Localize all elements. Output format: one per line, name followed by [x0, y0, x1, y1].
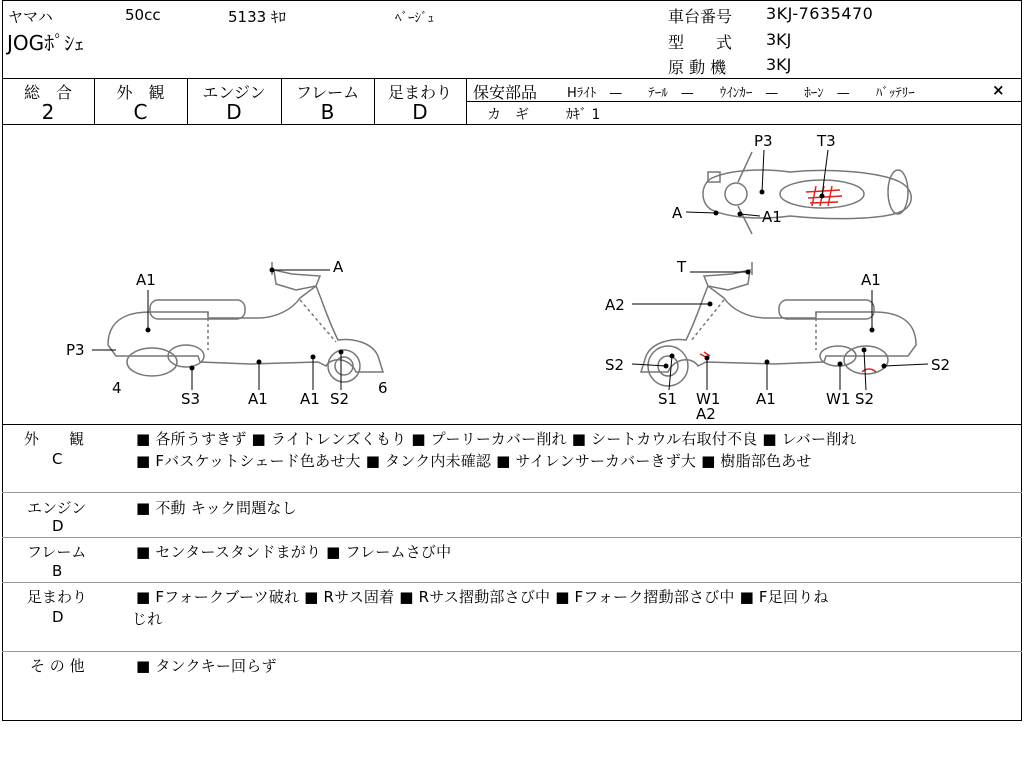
- engine-value: 3KJ: [766, 55, 792, 74]
- grade-label-exterior: 外 観: [116, 83, 165, 102]
- label-right-s1: S1: [658, 390, 678, 408]
- label-right-s2-right: S2: [931, 356, 951, 374]
- label-right-a2: A2: [605, 296, 625, 314]
- safety-label: 保安部品: [473, 83, 538, 102]
- remark-label-exterior: 外 観: [24, 430, 85, 448]
- label-left-s3: S3: [181, 390, 201, 408]
- label-right-w1b: W1: [826, 390, 851, 408]
- maker: ヤマハ: [8, 8, 53, 26]
- grade-value-overall: 2: [41, 100, 55, 124]
- label-top-p3: P3: [754, 132, 773, 150]
- label-top-a: A: [672, 204, 683, 222]
- label-left-s2: S2: [330, 390, 350, 408]
- label-left-a1-b2: A1: [300, 390, 320, 408]
- key-label: カ ギ: [487, 107, 529, 123]
- battery-mark: ×: [992, 81, 1005, 99]
- label-left-4: 4: [112, 379, 122, 397]
- grade-value-exterior: C: [133, 100, 148, 124]
- remark-line-suspension-2: じれ: [132, 610, 163, 628]
- grade-label-suspension: 足まわり: [387, 83, 452, 102]
- remark-line-suspension-1: ■ Fフォークブーツ破れ ■ Rサス固着 ■ Rサス摺動部さび中 ■ Fフォーク摺動部さび中 ■ F足回りね: [136, 588, 829, 606]
- label-top-t3: T3: [817, 132, 836, 150]
- label-left-p3: P3: [66, 341, 85, 359]
- label-right-w1: W1: [696, 390, 721, 408]
- scooter-top-view: [703, 152, 911, 234]
- color: ﾍﾞｰｼﾞｭ: [395, 11, 434, 26]
- label-left-a1-top: A1: [136, 271, 156, 289]
- remark-grade-exterior: C: [52, 450, 63, 468]
- grade-label-frame: フレーム: [295, 83, 360, 102]
- grade-label-engine: エンジン: [202, 83, 266, 102]
- grade-value-engine: D: [226, 100, 242, 124]
- label-right-t: T: [677, 258, 687, 276]
- label-right-s2-b: S2: [855, 390, 875, 408]
- remark-label-suspension: 足まわり: [27, 588, 88, 606]
- label-right-a2b: A2: [696, 405, 716, 423]
- chassis-label: 車台番号: [668, 7, 733, 26]
- chassis-value: 3KJ-7635470: [766, 4, 874, 23]
- model-name: JOGﾎﾟｼｪ: [7, 31, 85, 55]
- remark-grade-engine: D: [52, 517, 64, 535]
- remark-line-exterior-1: ■ 各所うすきず ■ ライトレンズくもり ■ プーリーカバー削れ ■ シートカウル右取付不良 ■ レバー削れ: [136, 430, 857, 448]
- remark-label-other: そ の 他: [30, 657, 85, 675]
- remark-label-engine: エンジン: [27, 499, 87, 517]
- type-label: 型 式: [668, 33, 733, 52]
- label-right-a1-top: A1: [861, 271, 881, 289]
- label-right-s2-left: S2: [605, 356, 625, 374]
- remark-line-exterior-2: ■ Fバスケットシェード色あせ大 ■ タンク内未確認 ■ サイレンサーカバーきず大 ■ 樹脂部色あせ: [136, 452, 812, 470]
- label-right-a1-b: A1: [756, 390, 776, 408]
- engine-label: 原 動 機: [668, 58, 727, 77]
- remark-label-frame: フレーム: [27, 543, 87, 561]
- grade-value-frame: B: [320, 100, 335, 124]
- label-left-a: A: [333, 258, 344, 276]
- type-value: 3KJ: [766, 30, 792, 49]
- remark-line-engine-1: ■ 不動 キック問題なし: [136, 499, 297, 517]
- key-value: ｶｷﾞ 1: [566, 107, 601, 123]
- remark-line-other-1: ■ タンクキー回らず: [136, 657, 277, 675]
- remark-grade-suspension: D: [52, 608, 64, 626]
- displacement: 50cc: [125, 6, 161, 24]
- grade-value-suspension: D: [412, 100, 428, 124]
- grade-label-overall: 総 合: [23, 83, 72, 102]
- label-top-a1: A1: [762, 208, 782, 226]
- remark-grade-frame: B: [52, 562, 63, 580]
- label-left-a1-b1: A1: [248, 390, 268, 408]
- label-left-6: 6: [378, 379, 388, 397]
- remark-line-frame-1: ■ センタースタンドまがり ■ フレームさび中: [136, 543, 452, 561]
- mileage: 5133 ｷﾛ: [228, 8, 286, 26]
- safety-items: Hﾗｲﾄ — ﾃｰﾙ — ｳｲﾝｶｰ — ﾎｰﾝ — ﾊﾞｯﾃﾘｰ: [567, 86, 915, 101]
